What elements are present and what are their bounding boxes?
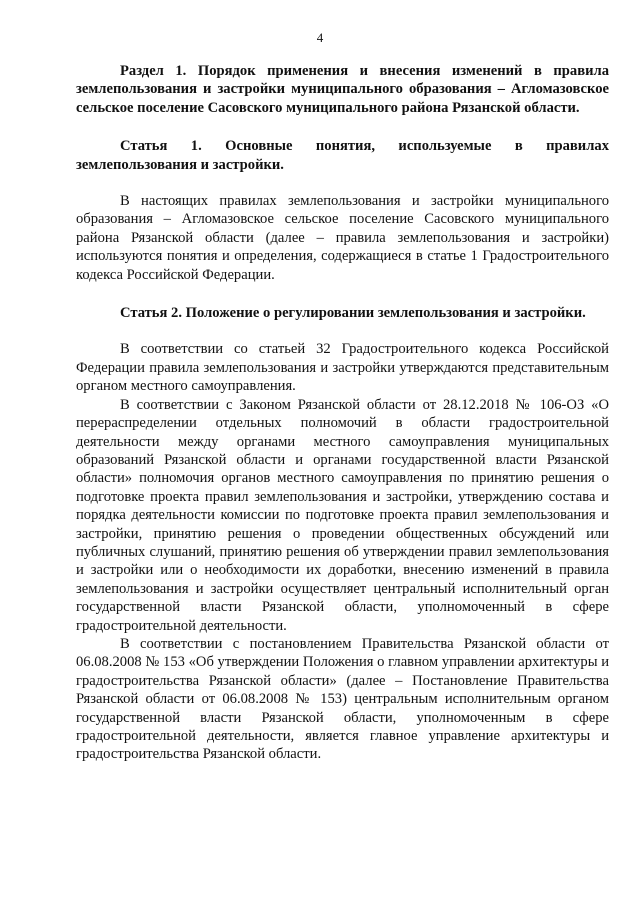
article-1-paragraph-1: В настоящих правилах землепользования и застройки муниципального образования – Агломазовское сельское поселение Сасовского муниципального района Рязанской области (далее – правила землепользования и застройки) используются понятия и определения, содержащиеся в статье 1 Градостроительного кодекса Российской Федерации. <box>76 193 609 283</box>
article-1-heading: Статья 1. Основные понятия, используемые в правилах землепользования и застройки. <box>76 138 609 173</box>
article-2-paragraph-3: В соответствии с постановлением Правительства Рязанской области от 06.08.2008 № 153 «Об утверждении Положения о главном управлении архитектуры и градостроительства Рязанской области» (далее – Постановление Правительства Рязанской области от 06.08.2008 № 153) центральным исполнительным органом государственной власти Рязанской области, уполномоченным в сфере градостроительной деятельности, является главное управление архитектуры и градостроительства Рязанской области. <box>76 635 609 763</box>
article-2-heading: Статья 2. Положение о регулировании землепользования и застройки. <box>120 305 586 322</box>
page-number: 4 <box>316 30 324 45</box>
section-heading: Раздел 1. Порядок применения и внесения изменений в правила землепользования и застройки муниципального образования – Агломазовское сельское поселение Сасовского муниципального района Рязанской области. <box>76 63 609 116</box>
page-content <box>76 62 609 764</box>
article-2-paragraph-2: В соответствии с Законом Рязанской области от 28.12.2018 № 106-ОЗ «О перераспределении отдельных полномочий в области градостроительной деятельности между органами местного самоуправления муниципальных образований Рязанской области и органами государственной власти Рязанской области» полномочия органов местного самоуправления по принятию решения о подготовке проекта правил землепользования и застройки, утверждению состава и порядка деятельности комиссии по подготовке проекта правил землепользования и застройки, принятию решения о проведении общественных обсуждений или публичных слушаний, принятию решения об утверждении правил землепользования и застройки или о необходимости их доработки, внесению изменений в правила землепользования и застройки осуществляет центральный исполнительный орган государственной власти Рязанской области, уполномоченный в сфере градостроительной деятельности. <box>76 396 609 634</box>
spacer <box>76 284 609 304</box>
spacer <box>76 174 609 192</box>
spacer <box>76 322 609 340</box>
spacer <box>76 117 609 137</box>
article-2-paragraph-1: В соответствии со статьей 32 Градостроительного кодекса Российской Федерации правила землепользования и застройки утверждаются представительным органом местного самоуправления. <box>76 341 609 395</box>
